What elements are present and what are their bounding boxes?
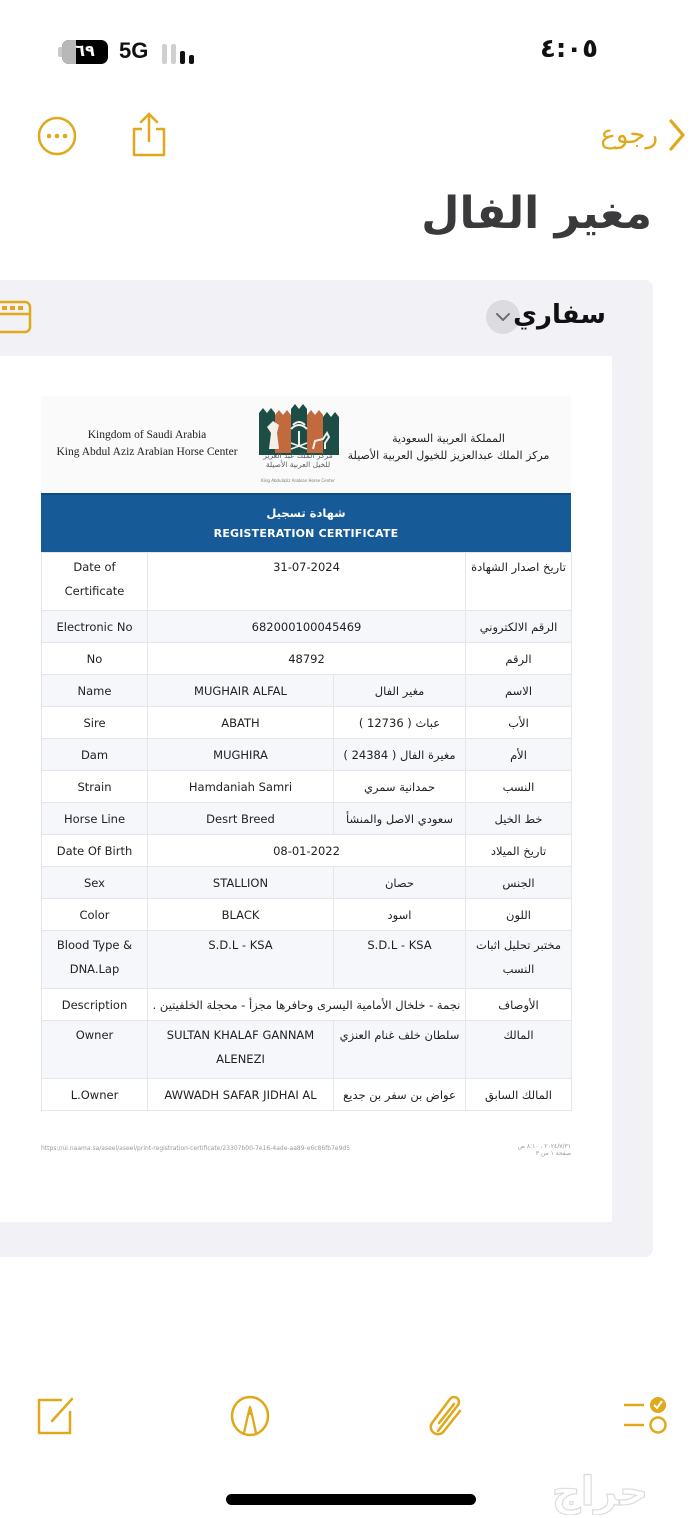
row-value-en: Hamdaniah Samri [148, 771, 334, 803]
share-button[interactable] [130, 112, 168, 158]
row-value-ar: S.D.L - KSA [334, 931, 466, 989]
row-value: 48792 [148, 643, 466, 675]
row-label-ar: الأم [466, 739, 572, 771]
row-label-en: Date of Certificate [42, 553, 148, 611]
certificate-title-en: REGISTERATION CERTIFICATE [213, 527, 399, 540]
status-time: ٤:٠٥ [539, 34, 598, 64]
row-value-ar: حصان [334, 867, 466, 899]
checklist-icon [622, 1393, 670, 1437]
attachment-header [0, 280, 653, 356]
print-footer [41, 1141, 571, 1165]
row-value-en: STALLION [148, 867, 334, 899]
row-label-ar: المالك السابق [466, 1079, 572, 1111]
row-label-ar: الجنس [466, 867, 572, 899]
row-value: 08-01-2022 [148, 835, 466, 867]
row-value-en: MUGHAIR ALFAL [148, 675, 334, 707]
certificate-row [42, 611, 572, 643]
logo-ar-line2: للخيل العربية الأصيلة [265, 459, 331, 469]
network-type: 5G [119, 38, 149, 63]
letterhead-english [47, 427, 247, 461]
row-label-ar: الأب [466, 707, 572, 739]
print-datetime: ٢٠٢٤/٧/٣١ ، ٨:١٠ ص [517, 1143, 571, 1150]
home-indicator[interactable] [226, 1494, 476, 1505]
row-value-ar: عباث ( 12736 ) [334, 707, 466, 739]
row-label-en: Dam [42, 739, 148, 771]
certificate-row [42, 771, 572, 803]
ellipsis-circle-icon [36, 115, 78, 157]
row-value-ar: اسود [334, 899, 466, 931]
row-value-ar: حمدانية سمري [334, 771, 466, 803]
row-value-en: SULTAN KHALAF GANNAM ALENEZI [148, 1021, 334, 1079]
row-value-ar: مغيرة الفال ( 24384 ) [334, 739, 466, 771]
web-attachment-card[interactable] [0, 280, 653, 1257]
compose-icon [34, 1393, 78, 1437]
logo-english-text: King Abdulaziz Arabian Horse Center [261, 478, 335, 483]
scroll-track[interactable] [612, 356, 630, 1222]
row-value-en: MUGHIRA [148, 739, 334, 771]
chevron-down-icon [495, 312, 511, 322]
share-icon [130, 112, 168, 158]
letterhead-ar-country: المملكة العربية السعودية [392, 432, 505, 445]
attach-button[interactable] [424, 1393, 468, 1437]
markup-pen-icon [228, 1393, 272, 1437]
row-value-ar: مغير الفال [334, 675, 466, 707]
row-label-en: Blood Type & DNA.Lap [42, 931, 148, 989]
row-label-ar: تاريخ اصدار الشهادة [466, 553, 572, 611]
row-label-en: Strain [42, 771, 148, 803]
row-label-ar: خط الخيل [466, 803, 572, 835]
certificate-row [42, 931, 572, 989]
row-value-ar: عواض بن سفر بن جديع [334, 1079, 466, 1111]
row-label-ar: الرقم الالكتروني [466, 611, 572, 643]
certificate-row [42, 803, 572, 835]
print-page: صفحة ١ من ٣ [535, 1150, 571, 1157]
letterhead-ar-center: مركز الملك عبدالعزيز للخيول العربية الأصيلة [347, 449, 550, 462]
horse-center-logo [253, 403, 343, 487]
back-button[interactable] [600, 118, 686, 152]
certificate-row [42, 1021, 572, 1079]
row-label-ar: المالك [466, 1021, 572, 1079]
row-value-en: ABATH [148, 707, 334, 739]
row-label-en: L.Owner [42, 1079, 148, 1111]
row-label-ar: مختبر تحليل اثبات النسب [466, 931, 572, 989]
certificate-row [42, 553, 572, 611]
certificate-row [42, 739, 572, 771]
certificate-row [42, 1079, 572, 1111]
certificate-row [42, 707, 572, 739]
compose-button[interactable] [34, 1393, 78, 1437]
signal-icon [162, 42, 202, 64]
certificate-row [42, 643, 572, 675]
row-label-en: Owner [42, 1021, 148, 1079]
chevron-right-icon [668, 118, 686, 152]
paperclip-icon [424, 1393, 468, 1437]
certificate-title-ar: شهادة تسجيل [266, 506, 346, 520]
markup-button[interactable] [228, 1393, 272, 1437]
row-label-en: Sex [42, 867, 148, 899]
row-value-ar: سلطان خلف غنام العنزي [334, 1021, 466, 1079]
row-value-en: AWWADH SAFAR JIDHAI AL [148, 1079, 334, 1111]
certificate-row [42, 867, 572, 899]
certificate-row [42, 835, 572, 867]
row-label-en: Color [42, 899, 148, 931]
certificate-letterhead [41, 396, 571, 493]
status-bar [0, 0, 700, 100]
haraj-watermark [500, 1465, 700, 1515]
row-label-en: Electronic No [42, 611, 148, 643]
battery-icon [62, 40, 108, 64]
document-preview[interactable] [0, 356, 612, 1222]
certificate-row [42, 989, 572, 1021]
row-label-ar: الاسم [466, 675, 572, 707]
row-label-en: Horse Line [42, 803, 148, 835]
row-label-en: Date Of Birth [42, 835, 148, 867]
row-label-ar: الرقم [466, 643, 572, 675]
row-label-en: Sire [42, 707, 148, 739]
attachment-source-label: سفاري [513, 300, 606, 330]
row-value: نجمة - خلخال الأمامية اليسرى وحافرها مجزأ - محجلة الخلفيتين . [148, 989, 466, 1021]
letterhead-arabic [336, 430, 561, 464]
registration-certificate [41, 396, 571, 1111]
row-value-en: BLACK [148, 899, 334, 931]
row-value: 31-07-2024 [148, 553, 466, 611]
note-title[interactable]: مغير الفال [421, 188, 652, 239]
row-label-ar: الأوصاف [466, 989, 572, 1021]
certificate-title-band [41, 493, 571, 552]
row-label-ar: النسب [466, 771, 572, 803]
checklist-button[interactable] [622, 1393, 666, 1437]
watermark-text: حراج [551, 1469, 649, 1515]
letterhead-en-center: King Abdul Aziz Arabian Horse Center [56, 446, 238, 458]
letterhead-en-country: Kingdom of Saudi Arabia [87, 429, 207, 441]
print-meta [518, 1143, 571, 1157]
row-label-ar: اللون [466, 899, 572, 931]
more-options-button[interactable] [36, 115, 78, 157]
certificate-row [42, 675, 572, 707]
browser-window-icon[interactable] [0, 300, 32, 334]
back-label: رجوع [600, 120, 658, 150]
row-value: 682000100045469 [148, 611, 466, 643]
row-label-en: Description [42, 989, 148, 1021]
row-value-en: Desrt Breed [148, 803, 334, 835]
row-value-ar: سعودي الاصل والمنشأ [334, 803, 466, 835]
row-label-ar: تاريخ الميلاد [466, 835, 572, 867]
certificate-table [41, 552, 572, 1111]
row-label-en: No [42, 643, 148, 675]
certificate-row [42, 899, 572, 931]
logo-arabic-text [253, 452, 343, 469]
print-url: https://ui.naama.sa/aseel/aseel/print-registration-certificate/23307b00-7e16-4ade-aa89-e6c86fb7e9d5 [41, 1145, 351, 1152]
row-value-en: S.D.L - KSA [148, 931, 334, 989]
logo-ar-line1: مركز الملك عبد العزيز [263, 451, 333, 460]
battery-level: ٦٩ [75, 41, 95, 60]
row-label-en: Name [42, 675, 148, 707]
